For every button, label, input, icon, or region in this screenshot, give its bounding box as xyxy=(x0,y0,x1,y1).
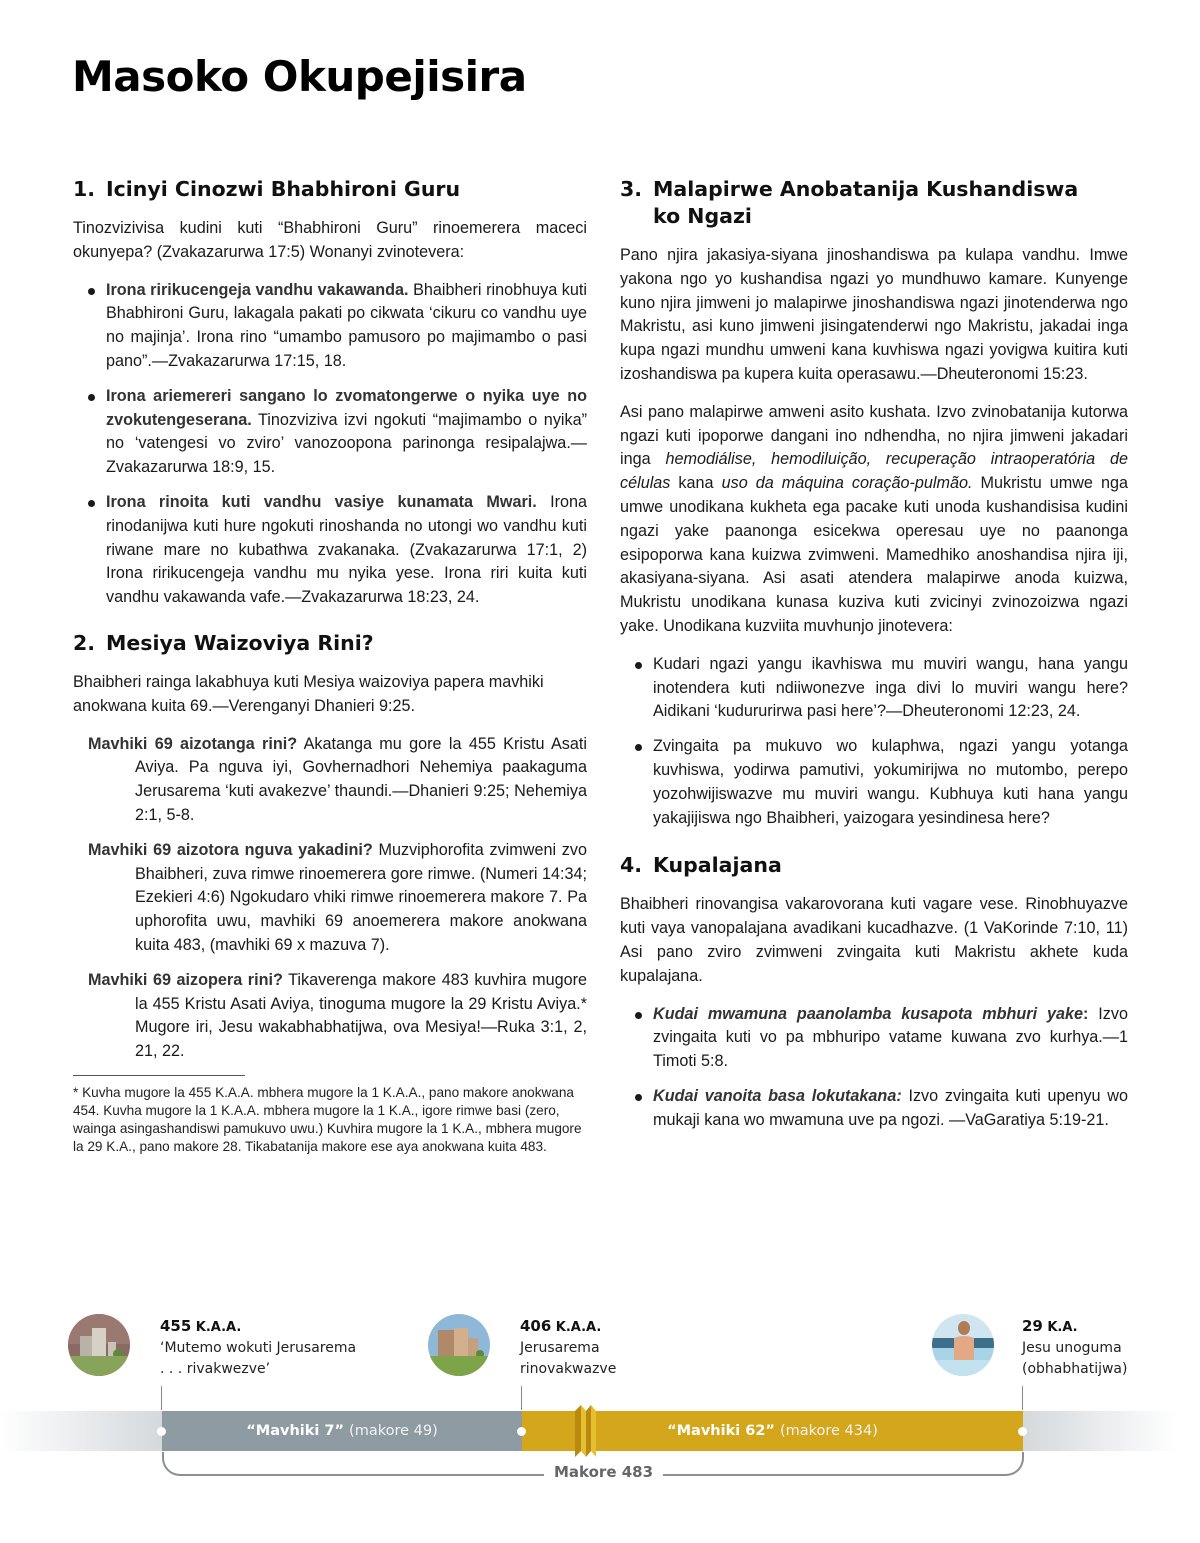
timeline-event-29 xyxy=(1022,1316,1127,1380)
tick-455 xyxy=(161,1386,162,1410)
total-span-label: Makore 483 xyxy=(544,1463,663,1481)
footnote-divider xyxy=(73,1075,245,1076)
section-title: Kupalajana xyxy=(653,853,782,878)
event-line: (obhabhatijwa) xyxy=(1022,1361,1128,1377)
tick-406 xyxy=(521,1386,522,1410)
bullet-lead: Irona ariemereri sangano lo zvomatongerwe o nyika uye no zvokutengeserana. xyxy=(106,386,587,429)
event-era: K.A.A. xyxy=(195,1320,242,1335)
section-messiah xyxy=(73,630,587,1156)
section-heading xyxy=(73,630,587,657)
text-run: Mukristu umwe nga umwe unodikana kukheta ega pacake kuti unoda kushandisisa kudini ngazi yake paanonga esicekwa operesau uye no paanonga esipoporwa kana kuizwa zvimweni. Mamedhiko anoshandisa njira iji, akasiyana-siyana. Asi asati atendera malapirwe anoda kuizwa, Mukristu unodikana kunasa kuziva kuti zvicinyi zvinozoizwa ngazi yake. Unodikana kuzviita muvhunjo jinotevera: xyxy=(620,474,1128,635)
segment-years: (makore 49) xyxy=(349,1423,438,1439)
timeline-event-406 xyxy=(520,1316,616,1380)
section-number: 2. xyxy=(73,630,96,655)
jesus-baptism-image xyxy=(932,1314,994,1376)
timeline-event-455 xyxy=(160,1316,356,1380)
section-intro: Tinozvizivisa kudini kuti “Bhabhironi Guru” rinoemerera maceci okunyepa? (Zvakazarurwa 17:5) Wonanyi zvinotevera: xyxy=(73,219,587,261)
section-babylon xyxy=(73,176,587,610)
qa-item xyxy=(88,839,587,958)
tick-29 xyxy=(1022,1386,1023,1410)
bullet-text: Izvo zvingaita kuti upenyu wo mukaji kana wo mwamuna uve pa ngozi. —VaGaratiya 5:19-21. xyxy=(653,1086,1128,1129)
section-heading xyxy=(620,852,1128,879)
section-paragraph xyxy=(620,401,1128,639)
qa-question: Mavhiki 69 aizotanga rini? xyxy=(88,734,298,753)
italic-term: hemodiálise, hemodiluição, recuperação intraoperatória de células xyxy=(620,450,1128,493)
bullet-list xyxy=(634,653,1128,831)
segment-years: (makore 434) xyxy=(779,1423,878,1439)
qa-item xyxy=(88,733,587,828)
qa-answer: Tikaverenga makore 483 kuvhira mugore la 455 Kristu Asati Aviya, tinoguma mugore la 29 Kristu Aviya.* Mugore iri, Jesu wakabhabhatijwa, ova Mesiya!—Ruka 3:1, 2, 21, 22. xyxy=(135,970,587,1061)
timeline-marker-406 xyxy=(517,1427,526,1436)
segment-title: “Mavhiki 7” xyxy=(246,1423,345,1439)
section-number: 1. xyxy=(73,177,96,201)
event-line: rinovakwazve xyxy=(520,1361,617,1377)
section-heading xyxy=(620,176,1128,230)
section-intro: Bhaibheri rainga lakabhuya kuti Mesiya waizoviya papera mavhiki anokwana kuita 69.—Verenganyi Dhanieri 9:25. xyxy=(73,672,544,715)
event-era: K.A. xyxy=(1047,1320,1078,1335)
section-blood xyxy=(620,176,1128,830)
section-title: Mesiya Waizoviya Rini? xyxy=(106,630,374,655)
bullet-lead: Irona ririkucengeja vandhu vakawanda. xyxy=(106,280,409,299)
timeline-marker-29 xyxy=(1018,1427,1027,1436)
section-heading xyxy=(73,176,587,203)
bullet-list xyxy=(634,1003,1128,1133)
timeline-marker-455 xyxy=(157,1427,166,1436)
segment-title: “Mavhiki 62” xyxy=(667,1423,775,1439)
timeline-fade-right xyxy=(1023,1411,1178,1451)
qa-question: Mavhiki 69 aizopera rini? xyxy=(88,970,283,989)
section-number: 4. xyxy=(620,853,643,878)
event-line: Jesu unoguma xyxy=(1022,1340,1122,1356)
event-year: 455 xyxy=(160,1317,192,1335)
bullet-text: Irona rinodanijwa kuti hure ngokuti rinoshanda no utongi wo vandhu kuti riwane mare no kubathwa zvakanaka. (Zvakazarurwa 17:1, 2) Irona ririkucengeja vandhu mu nyika yese. Irona riri kuita kuti vandhu vakawanda vafe.—Zvakazarurwa 18:23, 24. xyxy=(106,492,587,607)
bullet-item xyxy=(87,491,587,610)
section-title: Malapirwe Anobatanija Kushandiswa ko Ngazi xyxy=(653,177,1079,228)
event-year: 406 xyxy=(520,1317,552,1335)
bullet-item xyxy=(634,1085,1128,1133)
footnote: * Kuvha mugore la 455 K.A.A. mbhera mugore la 1 K.A.A., pano makore anokwana 454. Kuvha mugore la 1 K.A.A. mbhera mugore la 1 K.A., igore rimwe basi (zero, wainga asingashandiswi pamukuvo uwu.) Kuvhira mugore la 1 K.A., mbhera mugore la 29 K.A., pano makore 28. Tikabatanija makore ese aya anokwana kuita 483. xyxy=(73,1084,582,1154)
bullet-colon: : xyxy=(1083,1004,1089,1023)
section-paragraph: Pano njira jakasiya-siyana jinoshandiswa pa kulapa vandhu. Imwe yakona ngo yo kushandisa ngazi yo mundhuwo kamare. Kunyenge kuno njira jimweni jo malapirwe jinoshandiswa ngazi jinotenderwa ngo Makristu, asi kuno jimweni jisingatenderwi ngo Makristu, jakadai inga kupa ngazi mundhu umweni kana kuvhiswa ngazi yovigwa kuitira kuti izoshandiswa pa kupera kuita operasawu.—Dheuteronomi 15:23. xyxy=(620,246,1128,383)
bullet-item: Kudari ngazi yangu ikavhiswa mu muviri wangu, hana yangu inotendera kuti ndiiwonezve inga divi lo muviri wangu here? Aidikani ‘kudururirwa pasi here’?—Dheuteronomi 12:23, 24. xyxy=(634,653,1128,724)
event-line: Jerusarema xyxy=(520,1340,600,1356)
bullet-lead: Kudai vanoita basa lokutakana: xyxy=(653,1086,902,1105)
left-column xyxy=(73,176,587,1156)
qa-answer: Muzviphorofita zvimweni zvo Bhaibheri, zuva rimwe rinoemerera gore rimwe. (Numeri 14:34; Ezekieri 4:6) Ngokudaro vhiki rimwe rinoemerera makore 7. Pa uphorofita uwu, mavhiki 69 anoemerera makore anokwana kuita 483, (mavhiki 69 x mazuva 7). xyxy=(135,840,587,954)
timeline-fade-left xyxy=(0,1411,162,1451)
bullet-item xyxy=(87,279,587,374)
bullet-list xyxy=(87,279,587,610)
rebuilt-walls-image xyxy=(428,1314,490,1376)
text-run: kana xyxy=(670,474,722,493)
timeline-break-icon xyxy=(571,1405,599,1457)
bullet-text: Bhaibheri rinobhuya kuti Bhabhironi Guru, lakagala pakati po cikwata ‘cikuru co vandhu uye no majinja’. Irona rino “umambo pamusoro po majimambo o pasi pano”.—Zvakazarurwa 17:15, 18. xyxy=(106,280,587,370)
bullet-text: Tinozviziva izvi ngokuti “majimambo o nyika” no ‘vatengesi vo zviro’ vanozoopona parinonga resipalajwa.—Zvakazarurwa 18:9, 15. xyxy=(106,410,587,477)
event-line: ‘Mutemo wokuti Jerusarema xyxy=(160,1340,357,1356)
event-era: K.A.A. xyxy=(555,1320,602,1335)
bullet-item: Zvingaita pa mukuvo wo kulaphwa, ngazi yangu yotanga kuvhiswa, yodirwa pamutivi, yokumirijwa no mutombo, perepo yozohwijiswazve mu muviri wangu. Kubhuya kuti hana yangu yakajijiswa ngo Bhaibheri, yaizogara yesindinesa here? xyxy=(634,735,1128,830)
section-title: Icinyi Cinozwi Bhabhironi Guru xyxy=(106,177,461,201)
italic-term: uso da máquina coração-pulmão. xyxy=(721,474,973,493)
text-run: Asi pano malapirwe amweni asito kushata. Izvo zvinobatanija kutorwa ngazi kuti ipoporwe dangani ino ndhendha, no njira jimweni jakadari inga xyxy=(620,402,1128,469)
bullet-item xyxy=(87,385,587,480)
qa-item xyxy=(88,969,587,1064)
page-title: Masoko Okupejisira xyxy=(72,52,527,101)
section-intro: Bhaibheri rinovangisa vakarovorana kuti vagare vese. Rinobhuyazve kuti vaya vanopalajana avadikani kucadhazve. (1 VaKorinde 7:10, 11) Asi pano zviro zvimweni zvingaita kuti Makristu akhete kuda kupalajana. xyxy=(620,895,1128,985)
qa-question: Mavhiki 69 aizotora nguva yakadini? xyxy=(88,840,373,859)
ruined-walls-image xyxy=(68,1314,130,1376)
section-number: 3. xyxy=(620,177,643,201)
bullet-text: Izvo zvingaita kuti vo pa mbhuripo vatame kuwana zvo kurhya.—1 Timoti 5:8. xyxy=(653,1004,1128,1071)
event-year: 29 xyxy=(1022,1317,1043,1335)
right-column xyxy=(620,176,1128,1149)
qa-answer: Akatanga mu gore la 455 Kristu Asati Aviya. Pa nguva iyi, Govhernadhori Nehemiya paakaguma Jerusarema ‘kuti avakezve’ thaundi.—Dhanieri 9:25; Nehemiya 2:1, 5-8. xyxy=(135,734,587,824)
event-line: . . . rivakwezve’ xyxy=(160,1361,271,1377)
segment-7-weeks xyxy=(162,1411,522,1451)
section-separation xyxy=(620,852,1128,1132)
bullet-item xyxy=(634,1003,1128,1074)
bullet-lead: Kudai mwamuna paanolamba kusapota mbhuri yake xyxy=(653,1004,1084,1023)
bullet-lead: Irona rinoita kuti vandhu vasiye kunamata Mwari. xyxy=(106,492,537,511)
